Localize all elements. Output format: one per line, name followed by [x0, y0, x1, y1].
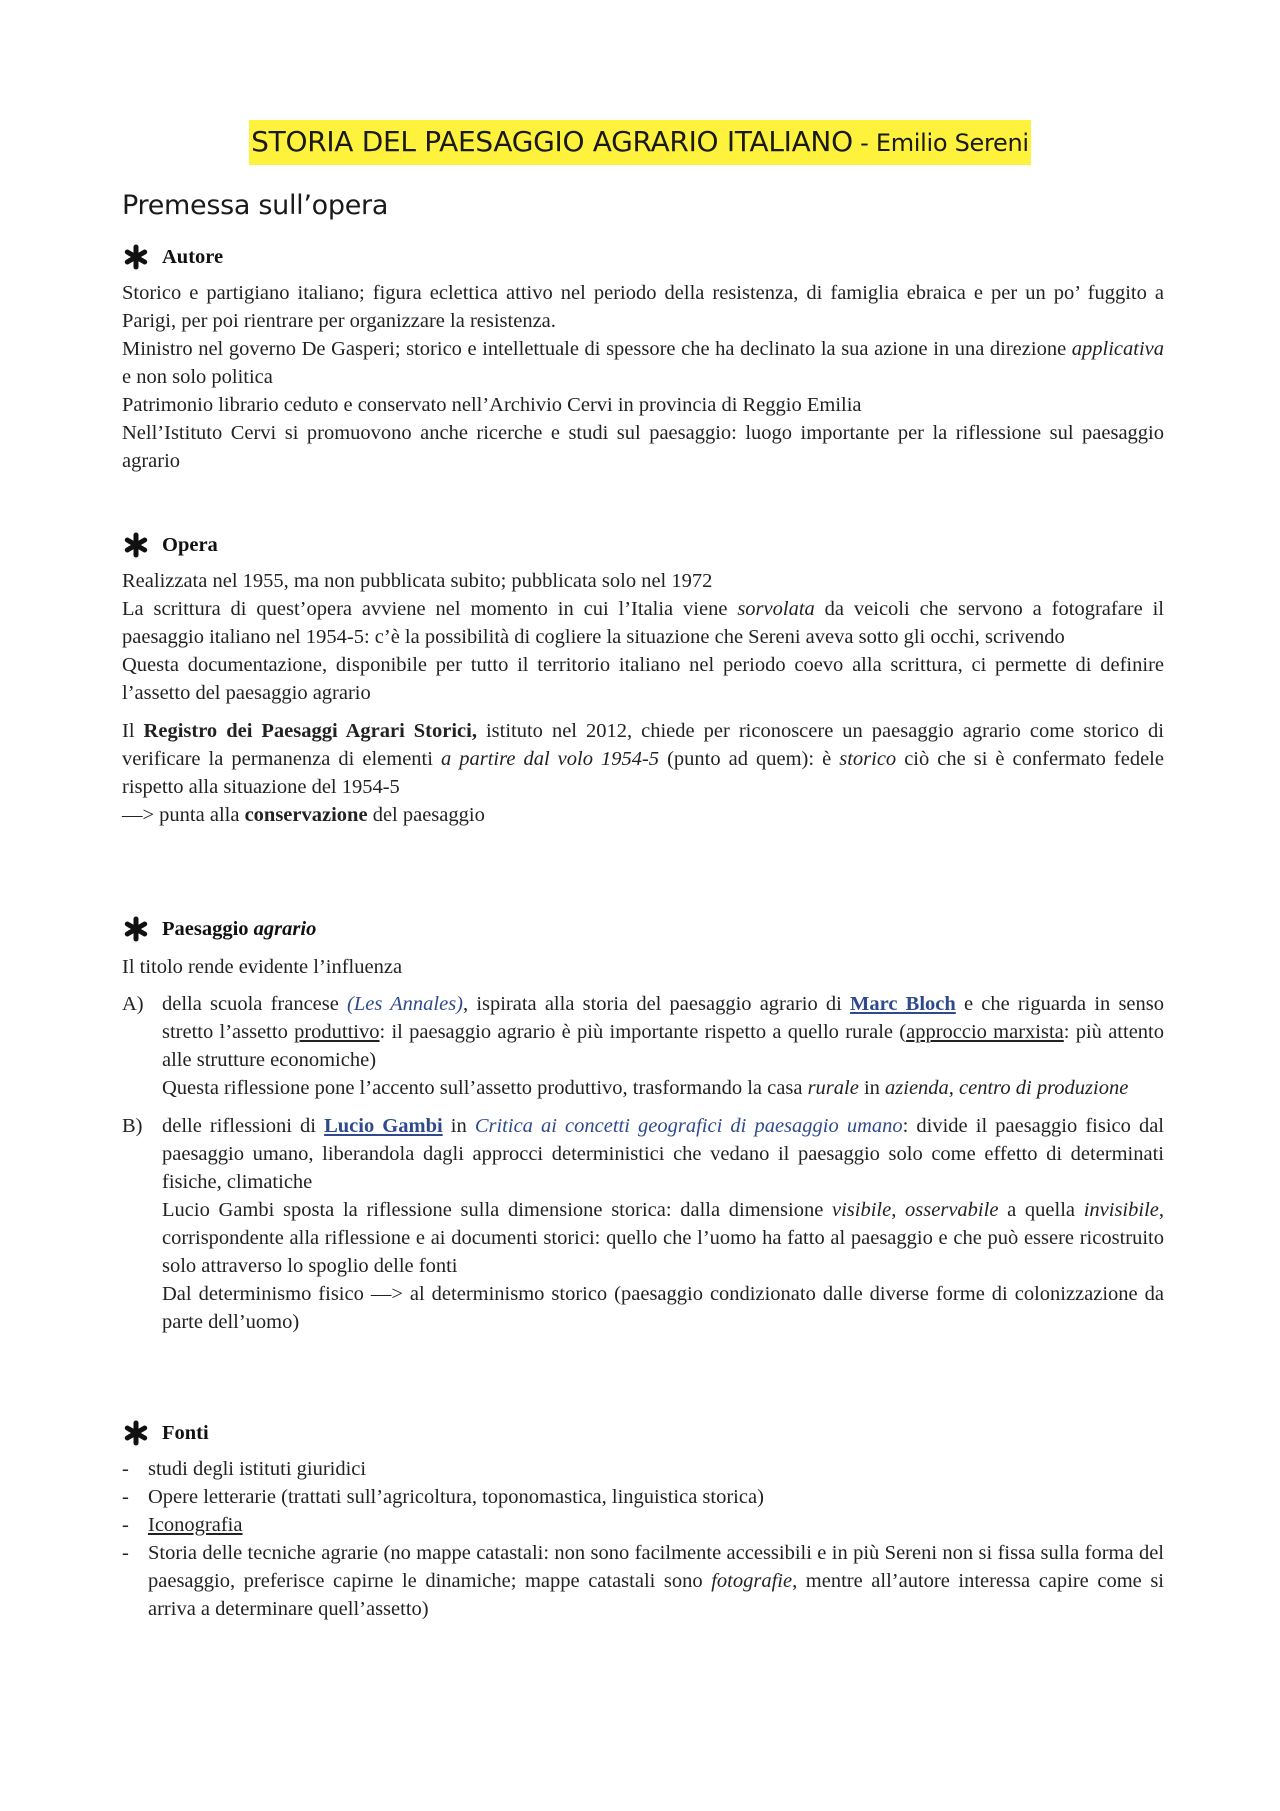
opera-p4: Il Registro dei Paesaggi Agrari Storici, istituto nel 2012, chiede per riconoscere un paesaggio agrario come storico di verificare la permanenza di elementi a partire dal volo 1954-5 (punto ad quem): è storico ciò che si è confermato fedele rispetto alla situazione del 1954-5	[122, 720, 1164, 798]
asterisk-icon	[122, 243, 150, 271]
list-item: - Storia delle tecniche agrarie (no mappe catastali: non sono facilmente accessibili e in più Sereni non si fissa sulla forma del paesaggio, preferisce capirne le dinamiche; mappe catastali sono fotografie, mentre all’autore interessa capire come si arriva a determinare quell’assetto)	[122, 1542, 1164, 1620]
title-author: Emilio Sereni	[875, 129, 1029, 157]
section-subtitle: Premessa sull’opera	[122, 190, 389, 221]
heading-fonti-label: Fonti	[162, 1421, 209, 1444]
influence-list	[122, 990, 1164, 1346]
autore-p1: Storico e partigiano italiano; figura eclettica attivo nel periodo della resistenza, di famiglia ebraica e per un po’ fuggito a Parigi, per poi rientrare per organizzare la resistenza.	[122, 282, 1164, 332]
opera-body	[122, 567, 1164, 829]
autore-p3: Patrimonio librario ceduto e conservato nell’Archivio Cervi in provincia di Reggio Emilia	[122, 394, 862, 416]
heading-opera	[122, 530, 218, 560]
document-title	[249, 120, 1031, 165]
title-main: STORIA DEL PAESAGGIO AGRARIO ITALIANO	[251, 125, 853, 158]
list-item: - Iconografia	[122, 1514, 243, 1536]
heading-autore	[122, 242, 223, 272]
asterisk-icon	[122, 915, 150, 943]
autore-body	[122, 279, 1164, 475]
heading-opera-label: Opera	[162, 533, 218, 556]
heading-paesaggio	[122, 914, 316, 944]
list-item: - Opere letterarie (trattati sull’agricoltura, toponomastica, linguistica storica)	[122, 1486, 764, 1508]
marc-bloch-link[interactable]: Marc Bloch	[850, 993, 956, 1015]
asterisk-icon	[122, 1419, 150, 1447]
asterisk-icon	[122, 531, 150, 559]
list-marker-a: A)	[122, 993, 144, 1015]
document-title-container	[0, 120, 1280, 165]
list-item: - studi degli istituti giuridici	[122, 1458, 367, 1480]
opera-p1: Realizzata nel 1955, ma non pubblicata subito; pubblicata solo nel 1972	[122, 570, 713, 592]
heading-paesaggio-label: Paesaggio agrario	[162, 917, 317, 940]
fonti-list	[122, 1455, 1164, 1623]
opera-p5: —> punta alla conservazione del paesaggio	[122, 804, 485, 826]
list-marker-b: B)	[122, 1115, 143, 1137]
list-item-b: B) delle riflessioni di Lucio Gambi in Critica ai concetti geografici di paesaggio umano: divide il paesaggio fisico dal paesaggio umano, liberandola dagli approcci deterministici che vedano il paesaggio solo come effetto di determinati fisiche, climatiche Lucio Gambi sposta la riflessione sulla dimensione storica: dalla dimensione visibile, osservabile a quella invisibile, corrispondente alla riflessione e ai documenti storici: quello che l’uomo ha fatto al paesaggio e che può essere ricostruito solo attraverso lo spoglio delle fonti Dal determinismo fisico —> al determinismo storico (paesaggio condizionato dalle diverse forme di colonizzazione da parte dell’uomo)	[122, 1112, 1164, 1336]
opera-p2: La scrittura di quest’opera avviene nel momento in cui l’Italia viene sorvolata da veicoli che servono a fotografare il paesaggio italiano nel 1954-5: c’è la possibilità di cogliere la situazione che Sereni aveva sotto gli occhi, scrivendo	[122, 598, 1164, 648]
heading-autore-label: Autore	[162, 245, 224, 268]
autore-p2: Ministro nel governo De Gasperi; storico e intellettuale di spessore che ha declinato la sua azione in una direzione applicativa e non solo politica	[122, 338, 1164, 388]
paesaggio-intro: Il titolo rende evidente l’influenza	[122, 956, 403, 978]
opera-p3: Questa documentazione, disponibile per tutto il territorio italiano nel periodo coevo alla scrittura, ci permette di definire l’assetto del paesaggio agrario	[122, 654, 1164, 704]
heading-fonti	[122, 1418, 209, 1448]
title-separator: -	[852, 129, 876, 157]
list-item-a: A) della scuola francese (Les Annales), ispirata alla storia del paesaggio agrario di Marc Bloch e che riguarda in senso stretto l’assetto produttivo: il paesaggio agrario è più importante rispetto a quello rurale (approccio marxista: più attento alle strutture economiche) Questa riflessione pone l’accento sull’assetto produttivo, trasformando la casa rurale in azienda, centro di produzione	[122, 990, 1164, 1102]
lucio-gambi-link[interactable]: Lucio Gambi	[324, 1115, 443, 1137]
autore-p4: Nell’Istituto Cervi si promuovono anche ricerche e studi sul paesaggio: luogo importante per la riflessione sul paesaggio agrario	[122, 422, 1164, 472]
